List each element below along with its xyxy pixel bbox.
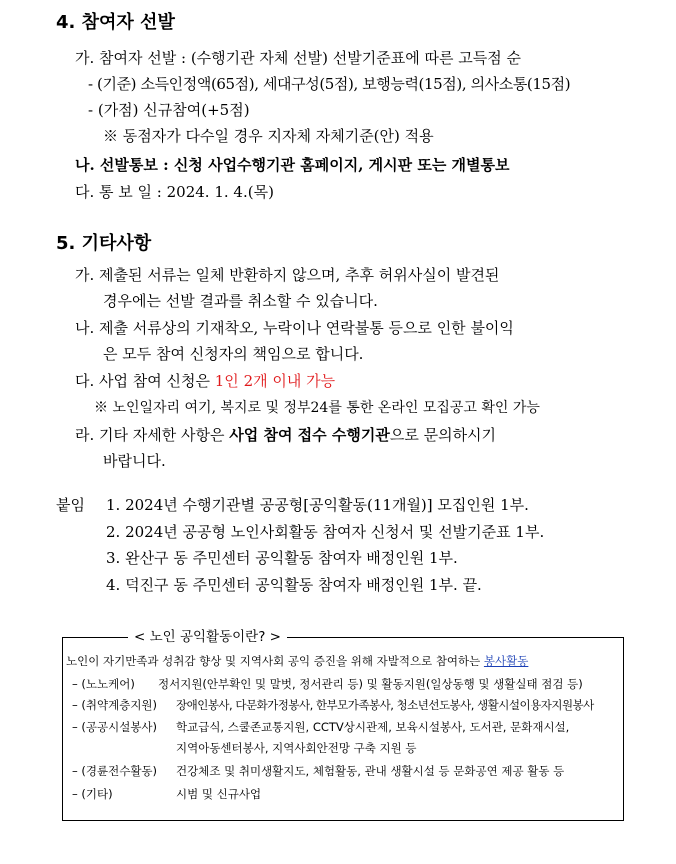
section-5-item-na-line2: 은 모두 참여 신청자의 책임으로 합니다.: [103, 345, 364, 363]
info-box-intro: [66, 653, 528, 669]
attachment-item: 1. 2024년 수행기관별 공공형[공익활동(11개월)] 모집인원 1부.: [106, 496, 529, 514]
info-box-row-label: – (취약계층지원): [72, 698, 158, 712]
section-4-criteria-line: - (기준) 소득인정액(65점), 세대구성(5점), 보행능력(15점), 의사소통(15점): [88, 75, 571, 93]
section-5-item-na-line1: 나. 제출 서류상의 기재착오, 누락이나 연락불통 등으로 인한 불이익: [75, 319, 514, 337]
info-box-row-text: 지역아동센터봉사, 지역사회안전망 구축 지원 등: [176, 741, 417, 755]
info-box-row-text: 장애인봉사, 다문화가정봉사, 한부모가족봉사, 청소년선도봉사, 생활시설이용자지원봉사: [176, 698, 594, 712]
attachment-item: 2. 2024년 공공형 노인사회활동 참여자 신청서 및 선발기준표 1부.: [106, 523, 545, 541]
section-4-item-na: 나. 선발통보 : 신청 사업수행기관 홈페이지, 게시판 또는 개별통보: [75, 156, 510, 174]
section-4-heading: 4. 참여자 선발: [56, 12, 175, 33]
section-5-item-ra-suffix: 으로 문의하시기: [389, 426, 497, 444]
attachment-item: 4. 덕진구 동 주민센터 공익활동 참여자 배정인원 1부. 끝.: [106, 576, 482, 594]
info-box-row-label: – (노노케어): [72, 677, 135, 691]
info-box-row-text: 학교급식, 스쿨존교통지원, CCTV상시관제, 보육시설봉사, 도서관, 문화재시설,: [176, 720, 570, 734]
info-box-row-text: 건강체조 및 취미생활지도, 체험활동, 관내 생활시설 등 문화공연 제공 활동 등: [176, 764, 565, 778]
info-box-row-label: – (기타): [72, 787, 113, 801]
section-5-item-da: [75, 371, 335, 391]
section-5-item-da-highlight: 1인 2개 이내 가능: [214, 372, 336, 390]
section-5-item-ga-line1: 가. 제출된 서류는 일체 반환하지 않으며, 추후 허위사실이 발견된: [75, 266, 500, 284]
section-4-item-ga: 가. 참여자 선발 : (수행기관 자체 선발) 선발기준표에 따른 고득점 순: [75, 49, 521, 67]
section-5-item-ra-line1: [75, 425, 496, 445]
section-5-heading: 5. 기타사항: [56, 233, 152, 254]
info-box-intro-text: 노인이 자기만족과 성취감 향상 및 지역사회 공익 증진을 위해 자발적으로 참여하는: [66, 654, 484, 668]
section-5-item-ga-line2: 경우에는 선발 결과를 취소할 수 있습니다.: [103, 292, 378, 310]
info-box-row-text: 정서지원(안부확인 및 말벗, 정서관리 등) 및 활동지원(일상동행 및 생활실태 점검 등): [158, 677, 583, 691]
attachments-label: 붙임: [56, 496, 85, 514]
section-4-item-da: 다. 통 보 일 : 2024. 1. 4.(목): [75, 183, 274, 201]
info-box-row-label: – (경륜전수활동): [72, 764, 158, 778]
volunteer-activity-link[interactable]: 봉사활동: [483, 654, 529, 668]
section-5-online-note: ※ 노인일자리 여기, 복지로 및 정부24를 통한 온라인 모집공고 확인 가능: [94, 400, 540, 416]
info-box-row-label: – (공공시설봉사): [72, 720, 158, 734]
section-5-item-ra-line2: 바랍니다.: [103, 452, 166, 470]
section-4-tie-note: ※ 동점자가 다수일 경우 지자체 자체기준(안) 적용: [103, 127, 434, 145]
info-box-row-text: 시범 및 신규사업: [176, 787, 262, 801]
section-5-item-ra-prefix: 라. 기타 자세한 사항은: [75, 426, 230, 444]
attachment-item: 3. 완산구 동 주민센터 공익활동 참여자 배정인원 1부.: [106, 549, 458, 567]
section-5-item-ra-bold: 사업 참여 접수 수행기관: [229, 426, 390, 444]
section-5-item-da-prefix: 다. 사업 참여 신청은: [75, 372, 215, 390]
info-box-title: < 노인 공익활동이란? >: [128, 627, 287, 647]
section-4-bonus-line: - (가점) 신규참여(+5점): [88, 101, 250, 119]
